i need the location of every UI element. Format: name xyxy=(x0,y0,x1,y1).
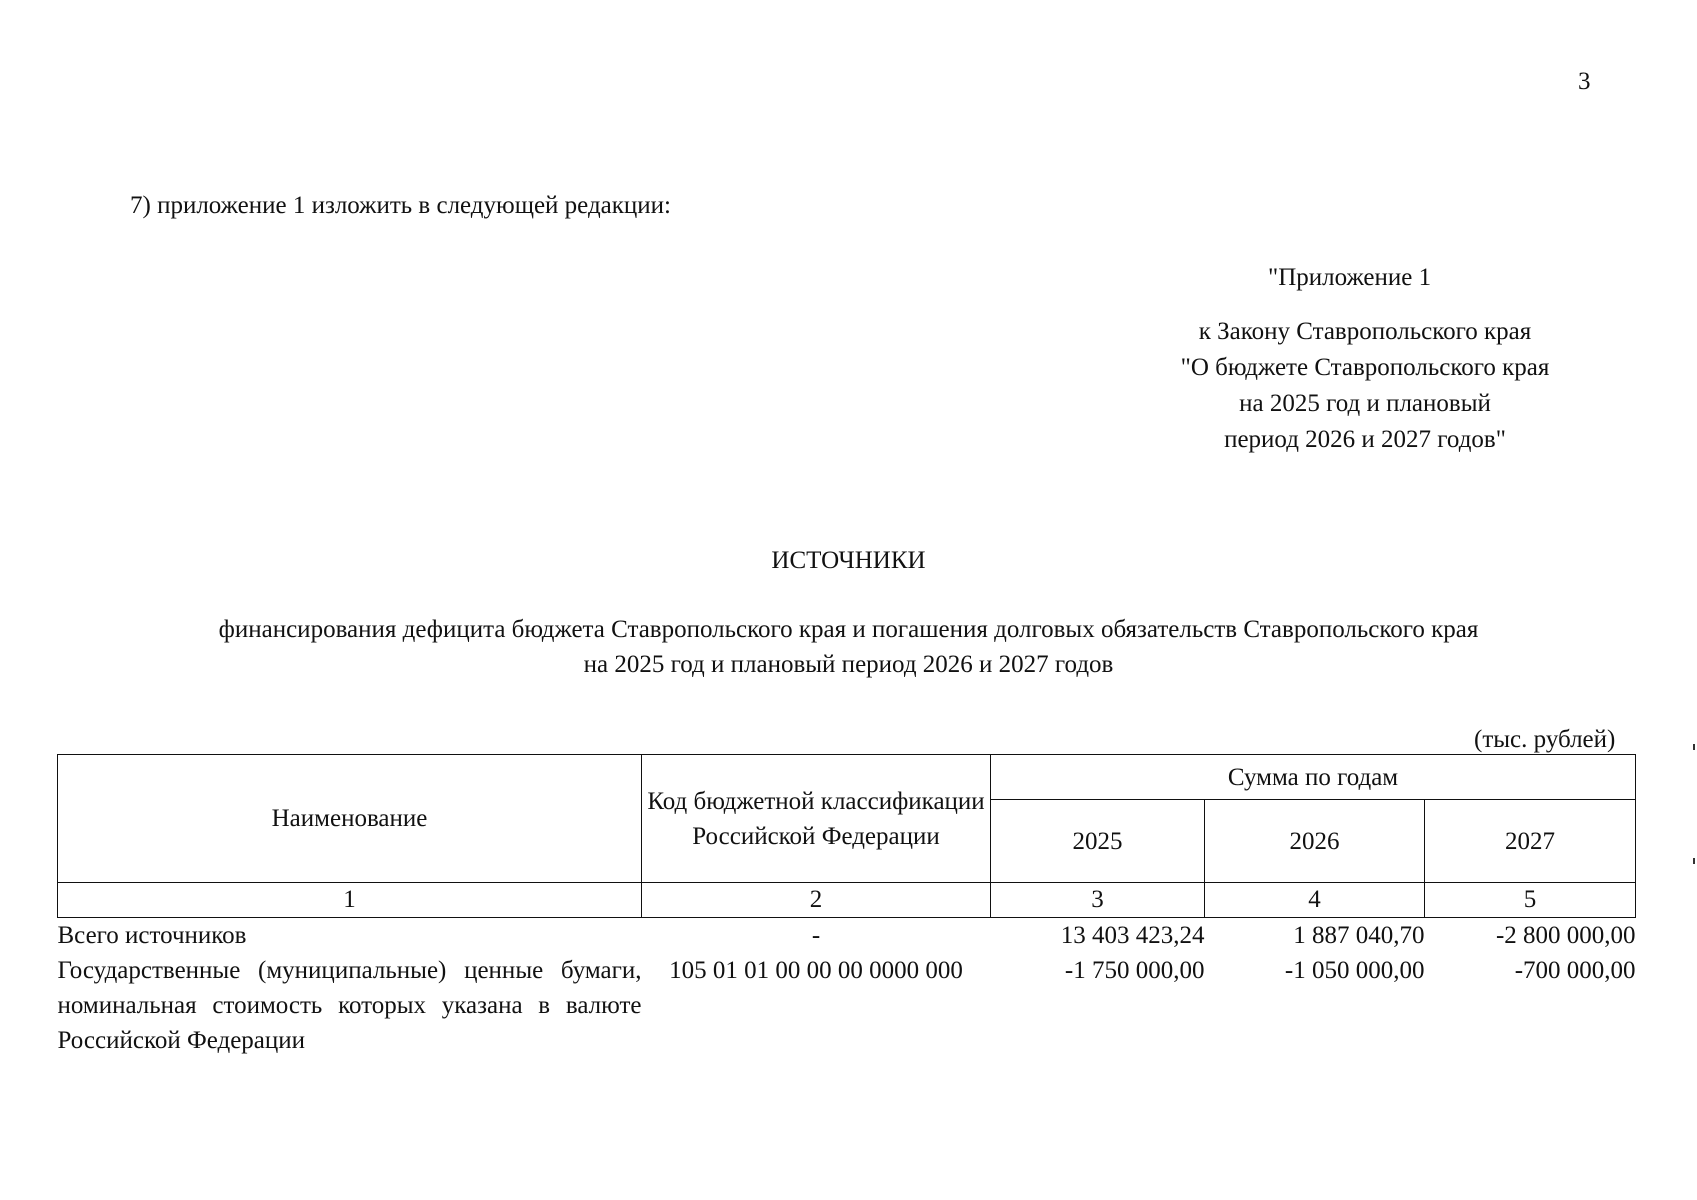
appendix-line: период 2026 и 2027 годов" xyxy=(1224,426,1506,453)
row-value-2025: -1 750 000,00 xyxy=(1064,957,1205,984)
page-number: 3 xyxy=(1578,68,1591,95)
document-subtitle xyxy=(0,612,1697,682)
row-value-2025: 13 403 423,24 xyxy=(1060,922,1205,949)
header-year-2025: 2025 xyxy=(991,800,1205,883)
row-value-2026: 1 887 040,70 xyxy=(1293,922,1425,949)
funding-sources-table xyxy=(57,754,1636,1058)
row-code: 105 01 01 00 00 00 0000 000 xyxy=(669,957,963,984)
appendix-line: к Закону Ставропольского края xyxy=(1198,318,1532,345)
scan-artifact xyxy=(1693,858,1695,864)
appendix-line: на 2025 год и плановый xyxy=(1239,390,1491,417)
column-number: 2 xyxy=(642,883,991,918)
header-code: Код бюджетной классификации Российской Федерации xyxy=(642,755,991,883)
unit-label: (тыс. рублей) xyxy=(1474,726,1616,753)
appendix-label: "Приложение 1 xyxy=(1268,264,1432,291)
appendix-line: "О бюджете Ставропольского края xyxy=(1180,354,1550,381)
amendment-intro: 7) приложение 1 изложить в следующей редакции: xyxy=(130,192,671,219)
column-number: 5 xyxy=(1425,883,1636,918)
column-number: 3 xyxy=(991,883,1205,918)
document-title: ИСТОЧНИКИ xyxy=(771,547,926,574)
column-number: 1 xyxy=(58,883,642,918)
header-sum-by-years: Сумма по годам xyxy=(991,755,1636,800)
table-row xyxy=(58,918,1636,954)
header-year-2027: 2027 xyxy=(1425,800,1636,883)
row-value-2027: -700 000,00 xyxy=(1514,957,1636,984)
subtitle-line: финансирования дефицита бюджета Ставропольского края и погашения долговых обязательств Ставропольского края xyxy=(218,616,1479,643)
row-value-2027: -2 800 000,00 xyxy=(1495,922,1636,949)
appendix-reference xyxy=(1150,314,1580,458)
subtitle-line: на 2025 год и плановый период 2026 и 2027 годов xyxy=(583,651,1114,678)
column-number: 4 xyxy=(1205,883,1425,918)
header-year-2026: 2026 xyxy=(1205,800,1425,883)
row-value-2026: -1 050 000,00 xyxy=(1284,957,1425,984)
header-name: Наименование xyxy=(58,755,642,883)
row-name: Всего источников xyxy=(57,922,247,949)
row-name: Государственные (муниципальные) ценные бумаги, номинальная стоимость которых указана в валюте Российской Федерации xyxy=(57,957,642,1054)
row-code: - xyxy=(811,922,821,949)
scan-artifact xyxy=(1693,744,1695,750)
table-row xyxy=(58,953,1636,1058)
